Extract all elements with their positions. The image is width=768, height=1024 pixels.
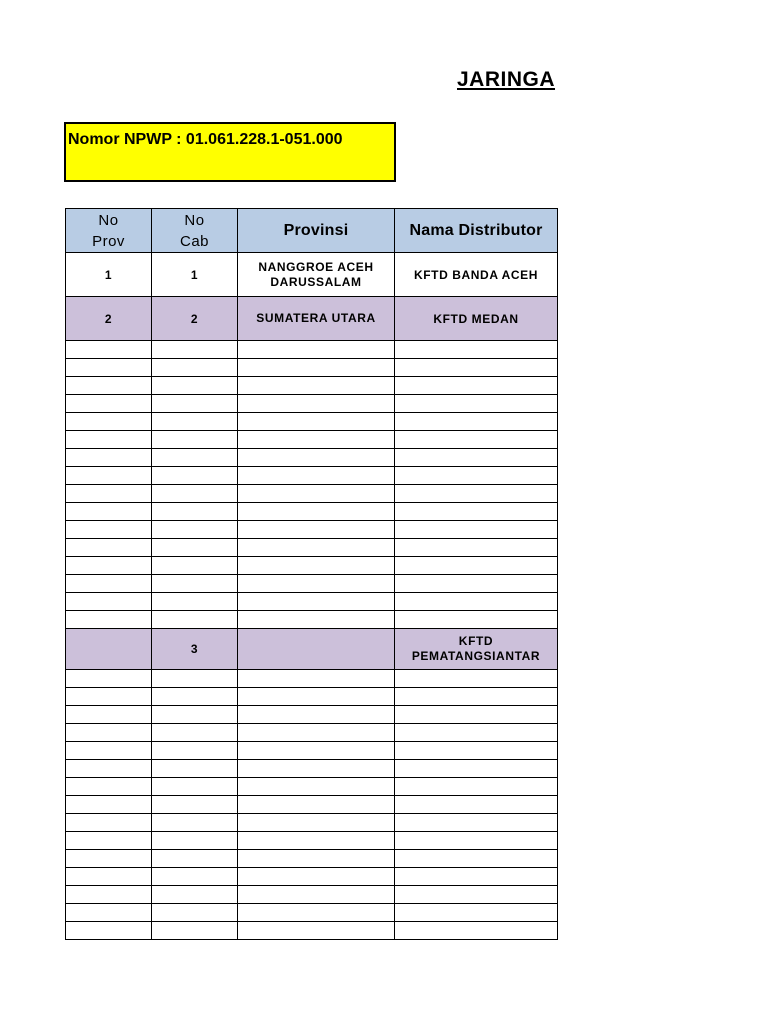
- cell-provinsi: [238, 253, 395, 297]
- cell-no-cab: 2: [152, 297, 238, 341]
- empty-row: [66, 611, 558, 629]
- header-no-prov-line1: No: [98, 211, 119, 229]
- header-provinsi-label: Provinsi: [283, 221, 349, 239]
- cell-no-prov: [66, 629, 152, 670]
- header-no-cab-line1: No: [184, 211, 205, 229]
- empty-row: [66, 814, 558, 832]
- empty-row: [66, 778, 558, 796]
- cell-provinsi-line2: DARUSSALAM: [270, 274, 362, 289]
- empty-row: [66, 886, 558, 904]
- header-no-prov: [66, 209, 152, 253]
- empty-row: [66, 760, 558, 778]
- empty-row: [66, 539, 558, 557]
- empty-row: [66, 904, 558, 922]
- npwp-box: [64, 122, 396, 182]
- header-provinsi: [238, 209, 395, 253]
- cell-no-cab: 3: [152, 629, 238, 670]
- empty-row: [66, 850, 558, 868]
- empty-row: [66, 521, 558, 539]
- cell-distributor: KFTD BANDA ACEH: [395, 253, 558, 297]
- empty-row: [66, 688, 558, 706]
- cell-provinsi: [238, 629, 395, 670]
- header-no-cab: [152, 209, 238, 253]
- table-header-row: [66, 209, 558, 253]
- empty-row: [66, 485, 558, 503]
- empty-row: [66, 706, 558, 724]
- empty-row: [66, 377, 558, 395]
- empty-row: [66, 575, 558, 593]
- table-row: [66, 297, 558, 341]
- header-no-cab-line2: Cab: [179, 232, 210, 250]
- distributor-table: [65, 208, 558, 940]
- empty-row: [66, 503, 558, 521]
- cell-provinsi: SUMATERA UTARA: [238, 297, 395, 341]
- empty-row: [66, 395, 558, 413]
- cell-no-cab: 1: [152, 253, 238, 297]
- table-row: [66, 629, 558, 670]
- header-nama-distributor-label: Nama Distributor: [409, 221, 543, 239]
- empty-row: [66, 359, 558, 377]
- empty-row: [66, 341, 558, 359]
- cell-distributor: KFTD MEDAN: [395, 297, 558, 341]
- empty-row: [66, 431, 558, 449]
- empty-row: [66, 796, 558, 814]
- empty-row: [66, 670, 558, 688]
- empty-row: [66, 449, 558, 467]
- cell-distributor-line2: PEMATANGSIANTAR: [411, 649, 541, 663]
- table-row: [66, 253, 558, 297]
- empty-row: [66, 467, 558, 485]
- cell-no-prov: 2: [66, 297, 152, 341]
- page-title: JARINGA: [457, 68, 556, 91]
- empty-row: [66, 742, 558, 760]
- header-nama-distributor: [395, 209, 558, 253]
- npwp-label: Nomor NPWP : 01.061.228.1-051.000: [68, 131, 343, 148]
- empty-row: [66, 922, 558, 940]
- header-no-prov-line2: Prov: [92, 232, 125, 250]
- cell-provinsi-line1: NANGGROE ACEH: [258, 259, 374, 274]
- empty-row: [66, 413, 558, 431]
- empty-row: [66, 593, 558, 611]
- empty-row: [66, 724, 558, 742]
- empty-row: [66, 868, 558, 886]
- cell-no-prov: 1: [66, 253, 152, 297]
- empty-row: [66, 557, 558, 575]
- cell-distributor: [395, 629, 558, 670]
- empty-row: [66, 832, 558, 850]
- cell-distributor-line1: KFTD: [458, 634, 494, 648]
